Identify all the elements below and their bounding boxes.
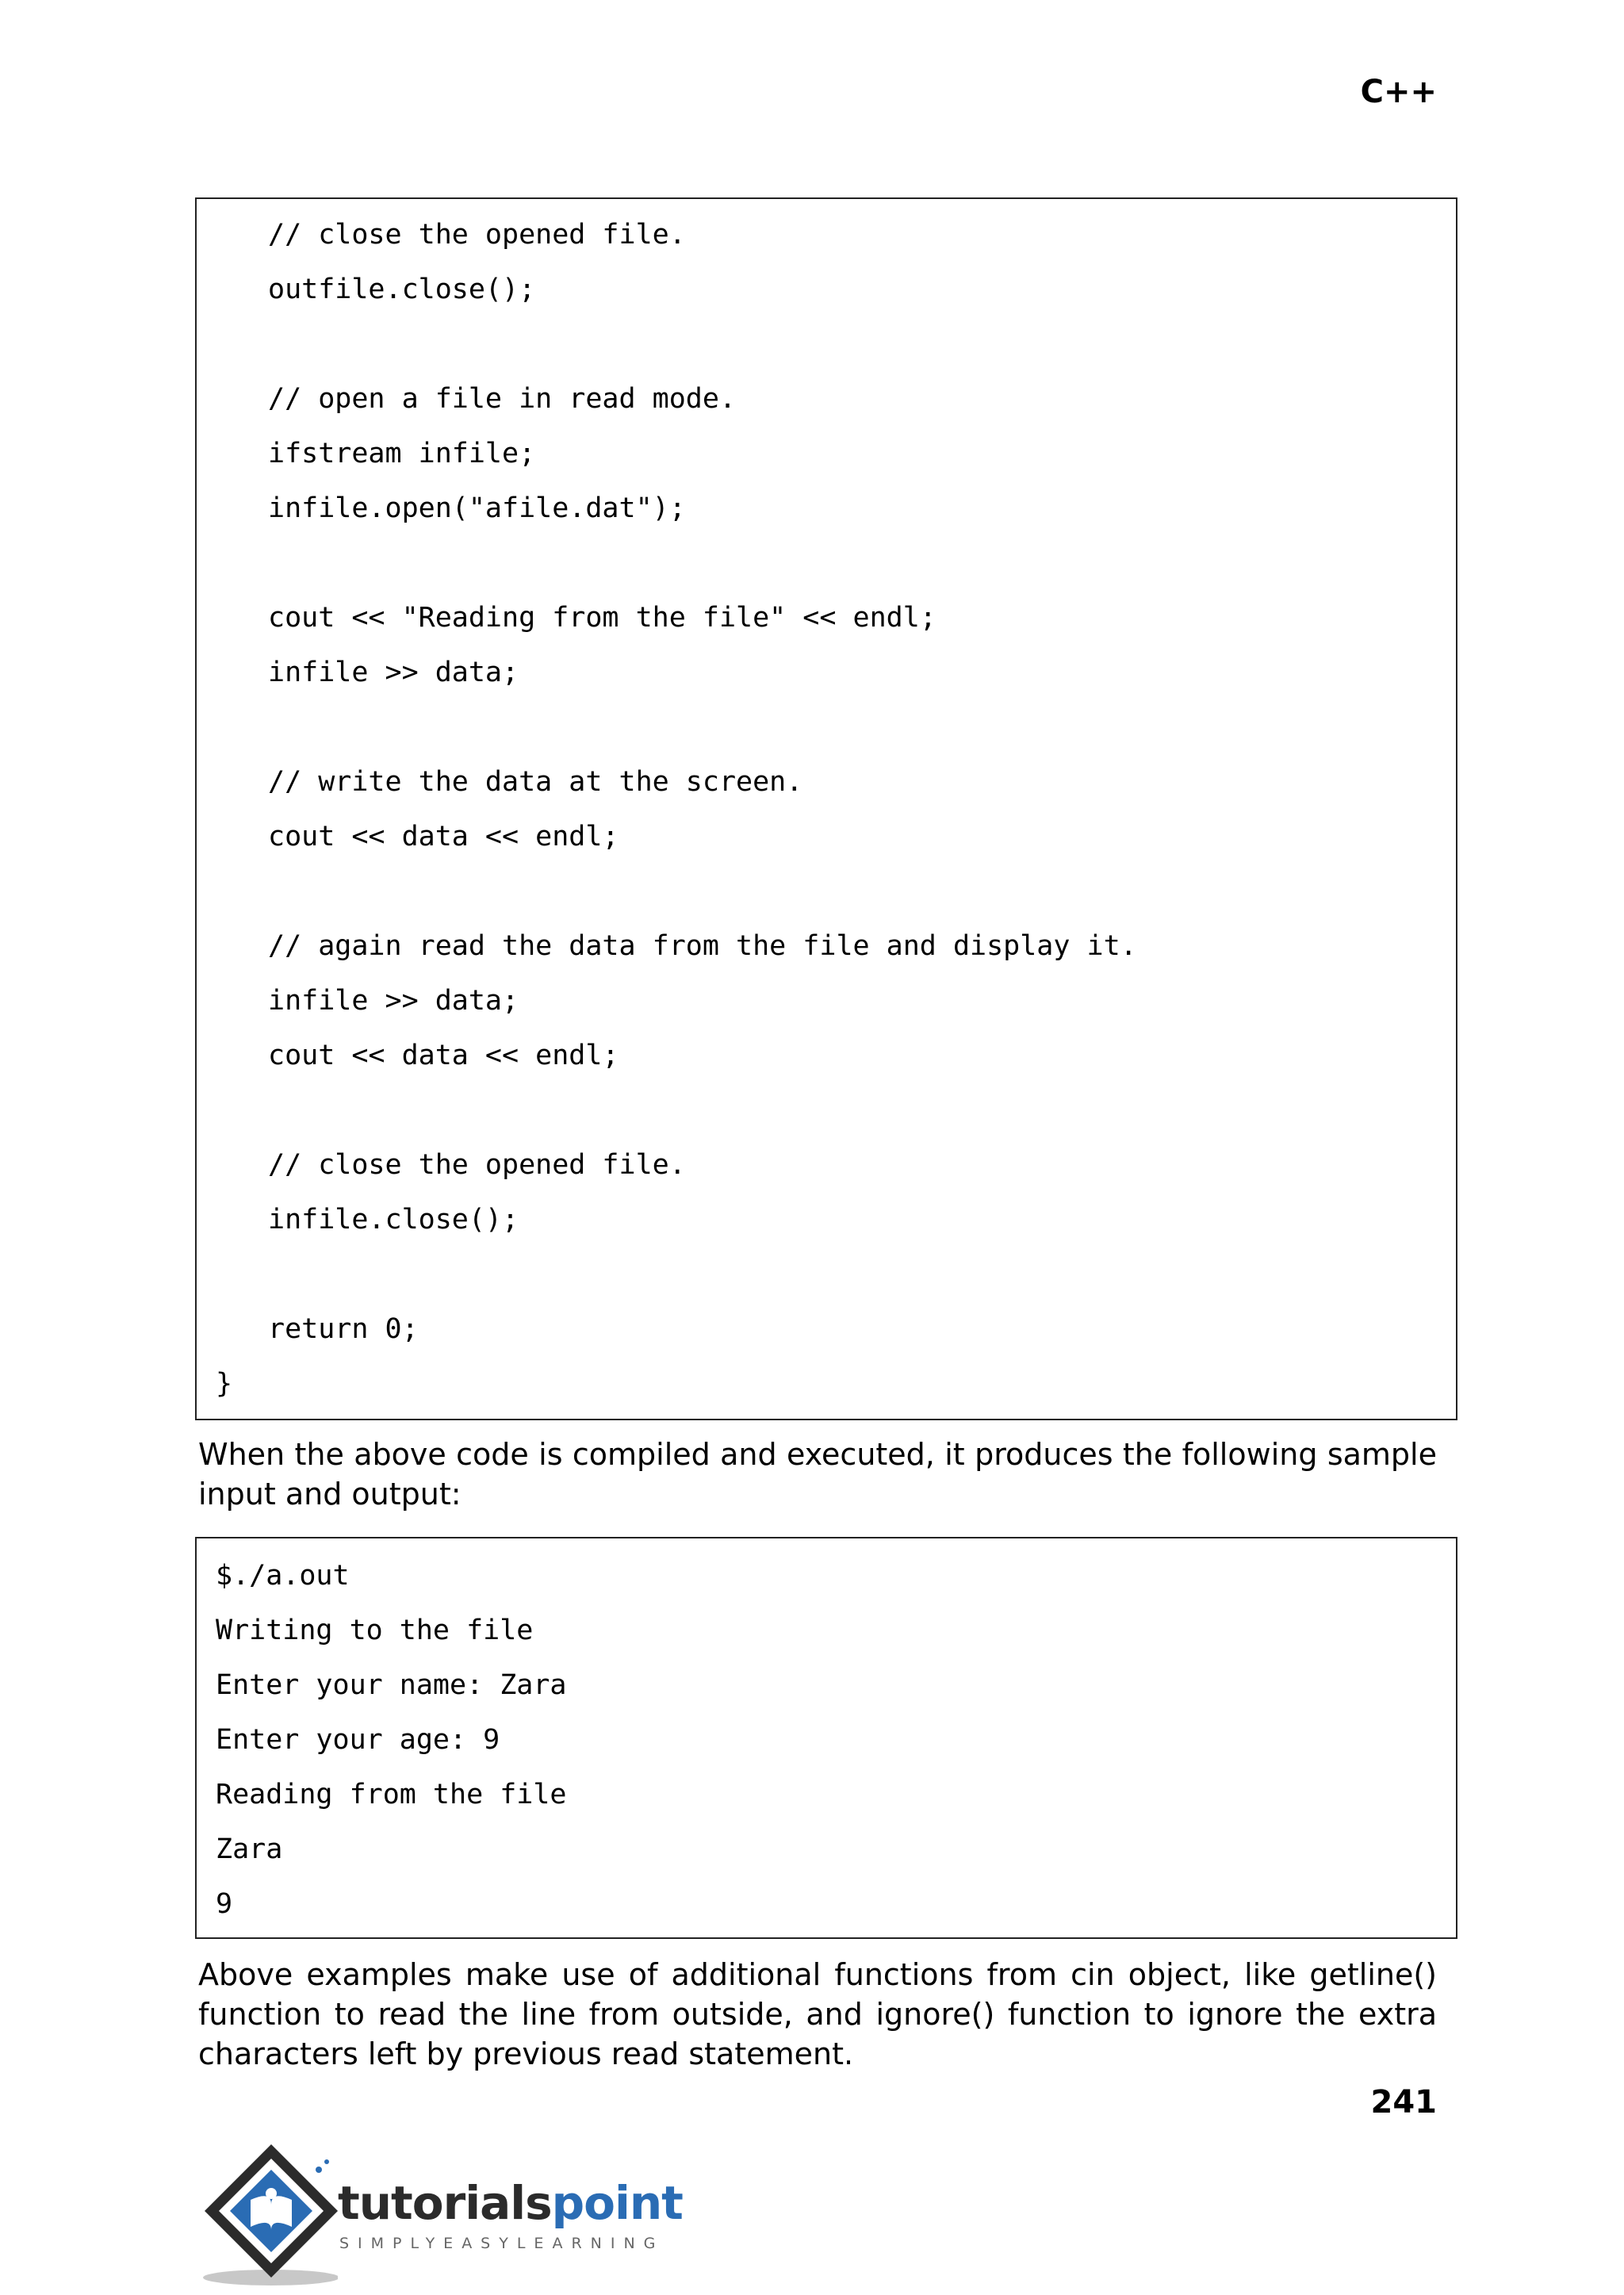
code-line: cout << data << endl; (268, 821, 619, 852)
logo-diamond-icon (195, 2138, 338, 2289)
code-line: infile >> data; (268, 985, 519, 1017)
code-line (197, 1090, 1456, 1145)
code-line: // open a file in read mode. (268, 383, 737, 415)
code-line (197, 324, 1456, 379)
code-line: infile.open("afile.dat"); (268, 492, 686, 524)
code-line: cout << data << endl; (268, 1040, 619, 1071)
code-line: outfile.close(); (268, 274, 536, 305)
logo-wordmark (338, 2176, 683, 2230)
code-line (197, 1255, 1456, 1309)
code-line: cout << "Reading from the file" << endl; (268, 602, 936, 634)
code-line: Reading from the file (216, 1779, 567, 1810)
code-line: // write the data at the screen. (268, 766, 803, 798)
code-line: return 0; (268, 1313, 419, 1345)
page-number: 241 (1370, 2084, 1437, 2121)
logo-text-point: point (551, 2176, 683, 2230)
code-line: ifstream infile; (268, 438, 536, 469)
code-line: // again read the data from the file and display it. (268, 930, 1137, 962)
code-line: // close the opened file. (268, 1149, 686, 1181)
paragraph-functions-note: Above examples make use of additional functions from cin object, like getline() function to read the line from outside, and ignore() function to ignore the extra characters left by previous read statement. (198, 1957, 1437, 2071)
paragraph-output-intro: When the above code is compiled and executed, it produces the following sample input and output: (198, 1437, 1437, 1511)
logo-text-tutorials: tutorials (338, 2176, 552, 2230)
logo-tagline: SIMPLYEASYLEARNING (339, 2235, 665, 2252)
code-line: // close the opened file. (268, 219, 686, 251)
code-line: 9 (216, 1888, 233, 1920)
code-line (197, 543, 1456, 598)
code-line: } (216, 1368, 233, 1400)
code-line: infile >> data; (268, 657, 519, 688)
code-block-program (195, 197, 1457, 1420)
code-line (197, 872, 1456, 926)
page-header-title: C++ (1360, 74, 1437, 110)
code-line: infile.close(); (268, 1204, 519, 1236)
code-line: Zara (216, 1833, 283, 1865)
code-line (197, 707, 1456, 762)
code-line: Enter your name: Zara (216, 1669, 567, 1701)
code-line: $./a.out (216, 1560, 350, 1592)
code-line: Enter your age: 9 (216, 1724, 500, 1756)
code-line: Writing to the file (216, 1615, 534, 1646)
tutorialspoint-logo (195, 2138, 687, 2289)
code-block-output (195, 1537, 1457, 1939)
